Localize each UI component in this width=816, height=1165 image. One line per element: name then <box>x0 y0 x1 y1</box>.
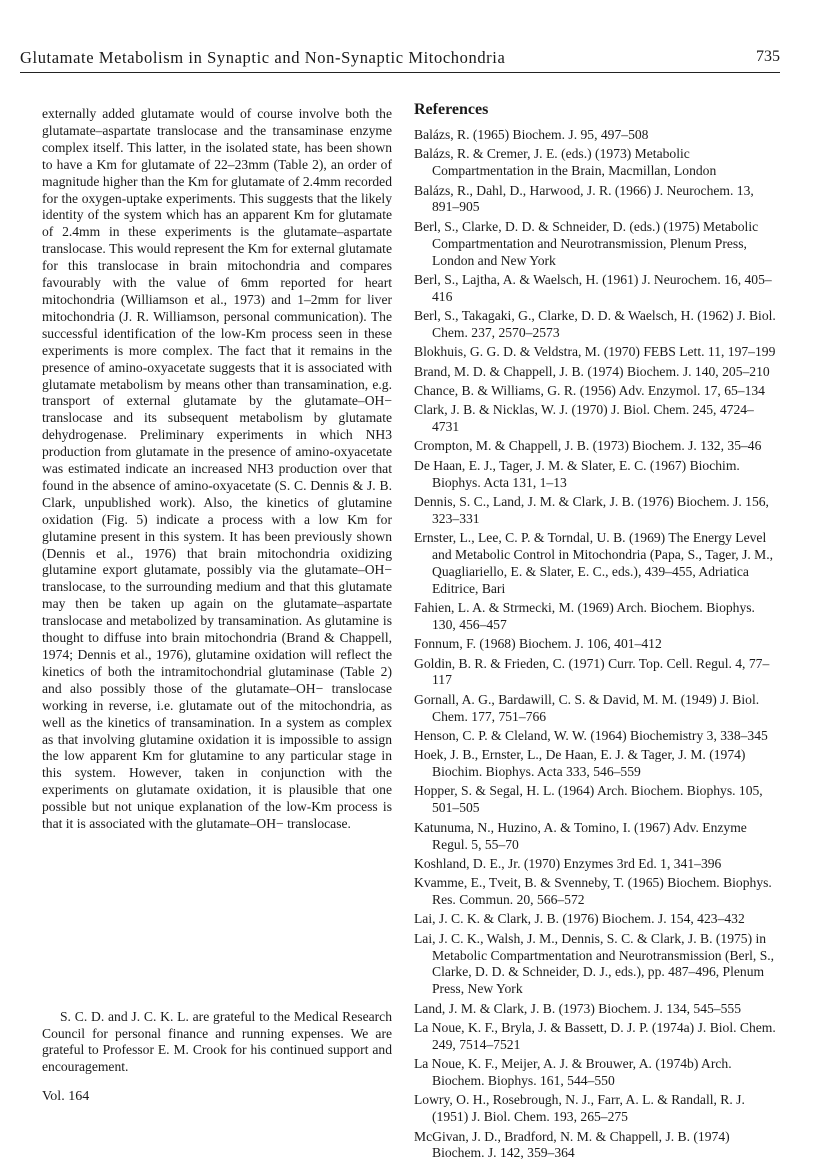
reference-item: La Noue, K. F., Meijer, A. J. & Brouwer, A. (1974b) Arch. Biochem. Biophys. 161, 544–550 <box>414 1056 732 1089</box>
reference-item: Land, J. M. & Clark, J. B. (1973) Biochem. J. 134, 545–555 <box>414 1000 741 1016</box>
reference-item: Dennis, S. C., Land, J. M. & Clark, J. B. (1976) Biochem. J. 156, 323–331 <box>414 493 769 526</box>
references-section <box>414 101 778 1165</box>
reference-item: La Noue, K. F., Bryla, J. & Bassett, D. J. P. (1974a) J. Biol. Chem. 249, 7514–7521 <box>414 1019 776 1052</box>
reference-item: Balázs, R. & Cremer, J. E. (eds.) (1973) Metabolic Compartmentation in the Brain, Macmillan, London <box>414 146 717 179</box>
page-number: 735 <box>756 48 780 65</box>
reference-item: Ernster, L., Lee, C. P. & Torndal, U. B. (1969) The Energy Level and Metabolic Control in Mitochondria (Papa, S., Tager, J. M., Quagliariello, E. & Slater, E. C., eds.), 439–455, Adriatica Editrice, Bari <box>414 530 774 596</box>
reference-item: Koshland, D. E., Jr. (1970) Enzymes 3rd Ed. 1, 341–396 <box>414 855 722 871</box>
reference-item: McGivan, J. D., Bradford, N. M. & Chappell, J. B. (1974) Biochem. J. 142, 359–364 <box>414 1128 730 1161</box>
reference-item: Katunuma, N., Huzino, A. & Tomino, I. (1967) Adv. Enzyme Regul. 5, 55–70 <box>414 819 747 852</box>
reference-item: Hopper, S. & Segal, H. L. (1964) Arch. Biochem. Biophys. 105, 501–505 <box>414 783 763 816</box>
reference-item: Balázs, R., Dahl, D., Harwood, J. R. (1966) J. Neurochem. 13, 891–905 <box>414 182 754 215</box>
left-column <box>42 106 392 833</box>
volume-footer: Vol. 164 <box>42 1089 90 1104</box>
reference-item: Fonnum, F. (1968) Biochem. J. 106, 401–412 <box>414 636 662 652</box>
reference-item: De Haan, E. J., Tager, J. M. & Slater, E. C. (1967) Biochim. Biophys. Acta 131, 1–13 <box>414 457 740 490</box>
reference-item: Crompton, M. & Chappell, J. B. (1973) Biochem. J. 132, 35–46 <box>414 438 762 454</box>
page-header <box>20 48 780 73</box>
reference-item: Lai, J. C. K., Walsh, J. M., Dennis, S. C. & Clark, J. B. (1975) in Metabolic Compartmentation and Neurotransmission (Berl, S., Clarke, D. D. & Schneider, D. J., eds.), pp. 487–496, Plenum Press, New York <box>414 930 775 997</box>
reference-item: Lai, J. C. K. & Clark, J. B. (1976) Biochem. J. 154, 423–432 <box>414 911 745 927</box>
references-heading: References <box>414 101 489 118</box>
reference-item: Blokhuis, G. G. D. & Veldstra, M. (1970) FEBS Lett. 11, 197–199 <box>414 344 776 360</box>
reference-item: Henson, C. P. & Cleland, W. W. (1964) Biochemistry 3, 338–345 <box>414 727 768 743</box>
reference-item: Kvamme, E., Tveit, B. & Svenneby, T. (1965) Biochem. Biophys. Res. Commun. 20, 566–572 <box>414 875 772 908</box>
reference-item: Goldin, B. R. & Frieden, C. (1971) Curr. Top. Cell. Regul. 4, 77–117 <box>414 655 770 688</box>
acknowledgement: S. C. D. and J. C. K. L. are grateful to the Medical Research Council for personal finance and running expenses. We are grateful to Professor E. M. Crook for his continued support and encouragement. <box>42 1008 392 1075</box>
reference-item: Clark, J. B. & Nicklas, W. J. (1970) J. Biol. Chem. 245, 4724–4731 <box>414 402 754 435</box>
reference-item: Chance, B. & Williams, G. R. (1956) Adv. Enzymol. 17, 65–134 <box>414 382 765 398</box>
reference-item: Lowry, O. H., Rosebrough, N. J., Farr, A. L. & Randall, R. J. (1951) J. Biol. Chem. 193, 265–275 <box>414 1092 745 1125</box>
reference-item: Brand, M. D. & Chappell, J. B. (1974) Biochem. J. 140, 205–210 <box>414 363 770 379</box>
references-list <box>414 127 778 1162</box>
reference-item: Berl, S., Clarke, D. D. & Schneider, D. (eds.) (1975) Metabolic Compartmentation and Neurotransmission, Plenum Press, London and New York <box>414 218 759 268</box>
reference-item: Gornall, A. G., Bardawill, C. S. & David, M. M. (1949) J. Biol. Chem. 177, 751–766 <box>414 691 760 724</box>
reference-item: Balázs, R. (1965) Biochem. J. 95, 497–508 <box>414 127 649 142</box>
running-title: Glutamate Metabolism in Synaptic and Non-Synaptic Mitochondria <box>20 48 506 67</box>
reference-item: Fahien, L. A. & Strmecki, M. (1969) Arch. Biochem. Biophys. 130, 456–457 <box>414 600 755 632</box>
reference-item: Berl, S., Lajtha, A. & Waelsch, H. (1961) J. Neurochem. 16, 405–416 <box>414 271 772 304</box>
body-paragraph: externally added glutamate would of course involve both the glutamate–aspartate translocase and the transaminase enzyme complex itself. This latter, in the isolated state, has been shown to have a Km for glutamate of 22–23mm (Table 2), an order of magnitude higher than the Km for glutamate of 2.4mm recorded for the oxygen-uptake experiments. This suggests that the likely identity of the system which has an apparent Km for glutamate of 2.4mm in these experiments is the glutamate–aspartate translocase. This would represent the Km for external glutamate for this translocase in brain mitochondria and compares favourably with the value of 6mm reported for heart mitochondria (Williamson et al., 1973) and 1–2mm for liver mitochondria (J. R. Williamson, personal communication). The successful identification of the low-Km process seen in these experiments is more complex. The fact that it remains in the presence of amino-oxyacetate suggests that it is associated with glutamate metabolism by means other than transamination, e.g. transport of external glutamate by the glutamate–OH− translocase and its subsequent metabolism by glutamate dehydrogenase. Preliminary experiments in which NH3 production from glutamate in the presence of amino-oxyacetate was estimated indicate an increased NH3 production over that found in the absence of amino-oxyacetate (S. C. Dennis & J. B. Clark, unpublished work). Also, the kinetics of glutamine oxidation (Fig. 5) indicate a process with a low Km for glutamine present in this system. It has been previously shown (Dennis et al., 1976) that brain mitochondria oxidizing glutamine export glutamate, possibly via the glutamate–OH− translocase, to the surrounding medium and that this glutamate may then be taken up again on the glutamate–aspartate translocase and metabolized by transamination. As glutamine is thought to diffuse into brain mitochondria (Brand & Chappell, 1974; Dennis et al., 1976), glutamine oxidation will reflect the kinetics of both the intramitochondrial glutaminase (Table 2) and also possibly those of the glutamate–OH− translocase working in reverse, i.e. glutamate out of the mitochondria, as well as the kinetics of transamination. In a system as complex as that involving glutamine oxidation it is impossible to assign the low apparent Km for glutamine to any particular stage in this system. However, taken in conjunction with the experiments on glutamate oxidation, it is plausible that one possible but not unique explanation of the low-Km process is that it is associated with the glutamate–OH− translocase. <box>42 106 392 832</box>
reference-item: Berl, S., Takagaki, G., Clarke, D. D. & Waelsch, H. (1962) J. Biol. Chem. 237, 2570–2573 <box>414 308 776 340</box>
reference-item: Hoek, J. B., Ernster, L., De Haan, E. J. & Tager, J. M. (1974) Biochim. Biophys. Acta 333, 546–559 <box>414 747 746 780</box>
